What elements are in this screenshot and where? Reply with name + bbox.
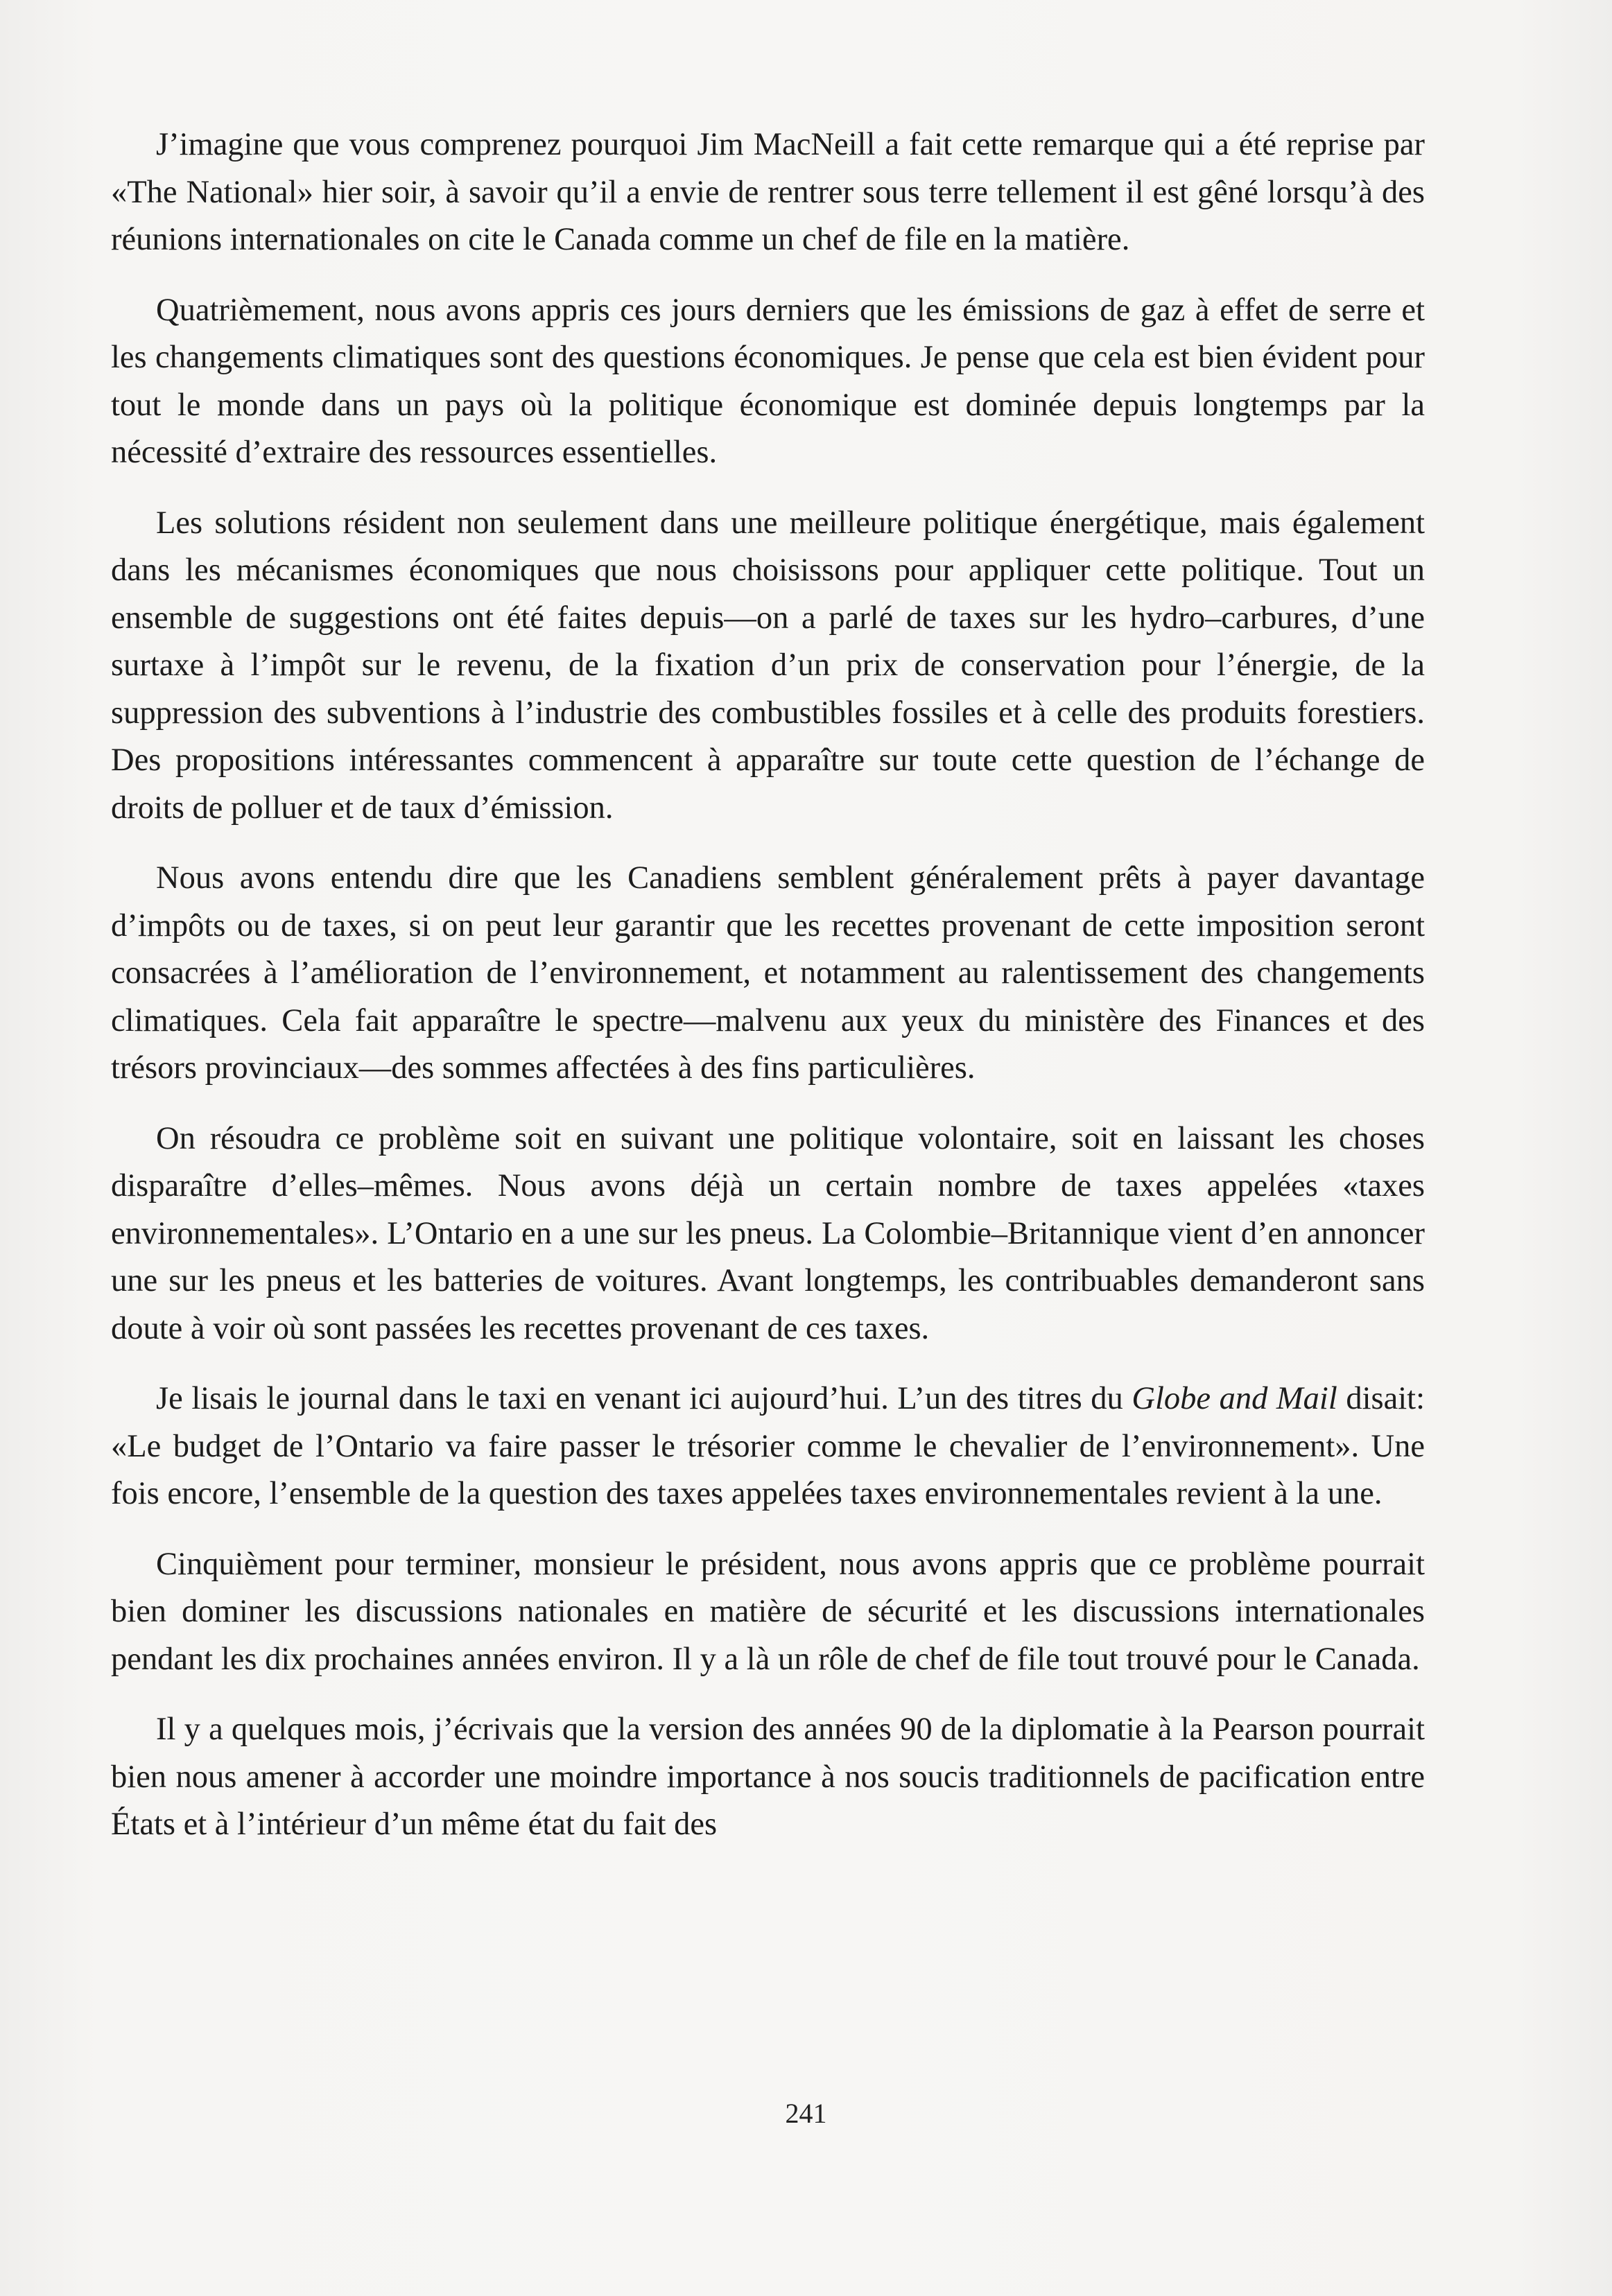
paragraph-7 bbox=[111, 1541, 1425, 1684]
paragraph-text: Cinquièment pour terminer, monsieur le président, nous avons appris que ce problème pourrait bien dominer les discussions nationales en matière de sécurité et les discussions internationales pendant les dix prochaines années environ. Il y a là un rôle de chef de file tout trouvé pour le Canada. bbox=[111, 1546, 1425, 1677]
paragraph-2 bbox=[111, 287, 1425, 477]
paragraph-8 bbox=[111, 1706, 1425, 1849]
paragraph-text: disait: «Le budget de l’Ontario va faire passer le trésorier comme le chevalier de l’environnement». Une fois encore, l’ensemble de la question des taxes appelées taxes environnementales revient à la une. bbox=[111, 1381, 1425, 1511]
paragraph-5 bbox=[111, 1115, 1425, 1353]
page-number: 241 bbox=[785, 2098, 827, 2129]
paragraph-text: Quatrièmement, nous avons appris ces jours derniers que les émissions de gaz à effet de serre et les changements climatiques sont des questions économiques. Je pense que cela est bien évident pour tout le monde dans un pays où la politique économique est dominée depuis longtemps par la nécessité d’extraire des ressources essentielles. bbox=[111, 292, 1425, 470]
body-text bbox=[111, 121, 1425, 1849]
paragraph-text: Je lisais le journal dans le taxi en venant ici aujourd’hui. L’un des titres du bbox=[156, 1381, 1132, 1416]
paragraph-text: On résoudra ce problème soit en suivant une politique volontaire, soit en laissant les choses disparaître d’elles–mêmes. Nous avons déjà un certain nombre de taxes appelées «taxes environnementales». L’Ontario en a une sur les pneus. La Colombie–Britannique vient d’en annoncer une sur les pneus et les batteries de voitures. Avant longtemps, les contribuables demanderont sans doute à voir où sont passées les recettes provenant de ces taxes. bbox=[111, 1120, 1425, 1346]
paragraph-6 bbox=[111, 1375, 1425, 1518]
paragraph-text: Il y a quelques mois, j’écrivais que la version des années 90 de la diplomatie à la Pearson pourrait bien nous amener à accorder une moindre importance à nos soucis traditionnels de pacification entre États et à l’intérieur d’un même état du fait des bbox=[111, 1712, 1425, 1842]
paragraph-text: Nous avons entendu dire que les Canadiens semblent généralement prêts à payer davantage d’impôts ou de taxes, si on peut leur garantir que les recettes provenant de cette imposition seront consacrées à l’amélioration de l’environnement, et notamment au ralentissement des changements climatiques. Cela fait apparaître le spectre—malvenu aux yeux du ministère des Finances et des trésors provinciaux—des sommes affectées à des fins particulières. bbox=[111, 860, 1425, 1086]
paragraph-3 bbox=[111, 500, 1425, 833]
newspaper-title: Globe and Mail bbox=[1132, 1381, 1337, 1416]
paragraph-1 bbox=[111, 121, 1425, 264]
paragraph-text: J’imagine que vous comprenez pourquoi Jim MacNeill a fait cette remarque qui a été reprise par «The National» hier soir, à savoir qu’il a envie de rentrer sous terre tellement il est gêné lorsqu’à des réunions internationales on cite le Canada comme un chef de file en la matière. bbox=[111, 127, 1425, 257]
paragraph-4 bbox=[111, 855, 1425, 1093]
paragraph-text: Les solutions résident non seulement dans une meilleure politique énergétique, mais également dans les mécanismes économiques que nous choisissons pour appliquer cette politique. Tout un ensemble de suggestions ont été faites depuis—on a parlé de taxes sur les hydro–carbures, d’une surtaxe à l’impôt sur le revenu, de la fixation d’un prix de conservation pour l’énergie, de la suppression des subventions à l’industrie des combustibles fossiles et à celle des produits forestiers. Des propositions intéressantes commencent à apparaître sur toute cette question de l’échange de droits de polluer et de taux d’émission. bbox=[111, 505, 1425, 826]
